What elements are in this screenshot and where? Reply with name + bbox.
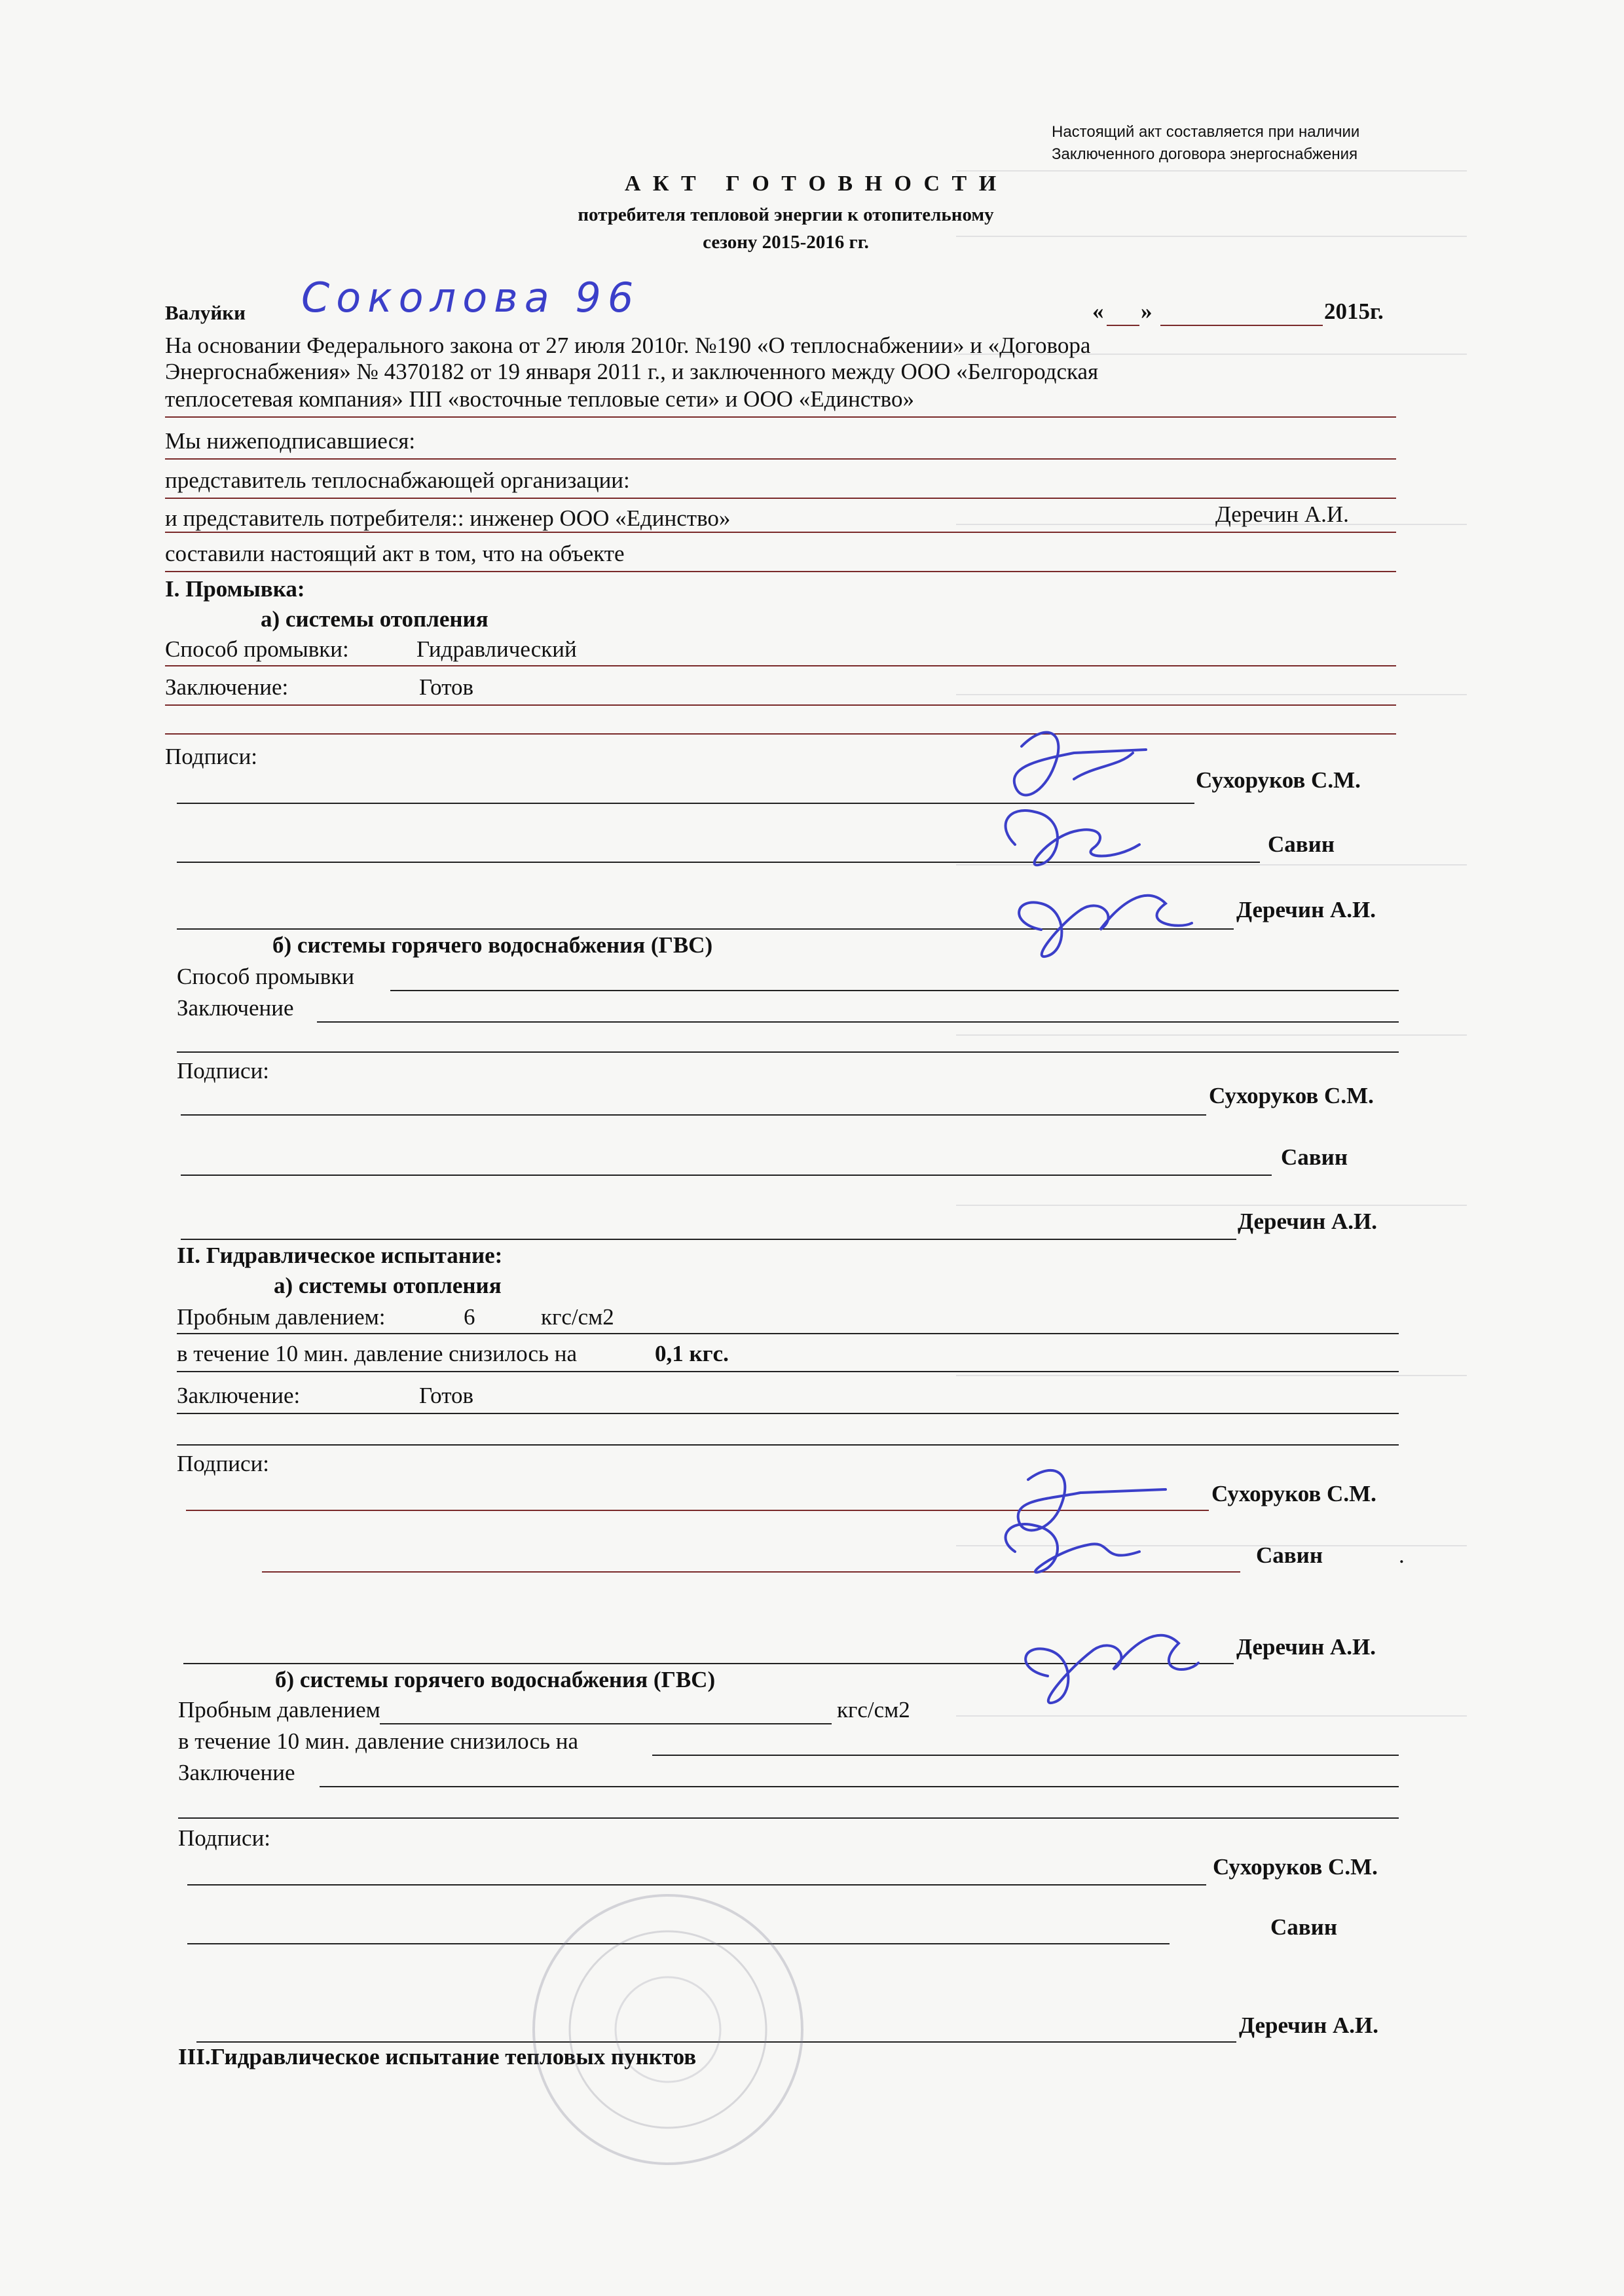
consumer-rep-text: и представитель потребителя:: инженер ООО «Единство» <box>165 505 731 531</box>
sig-line <box>196 2041 1236 2043</box>
sig-line <box>177 928 1234 930</box>
section2-heating-drop-line <box>177 1371 1399 1372</box>
section2-heating-conclusion-value: Готов <box>419 1383 474 1408</box>
signer-savin: Савин <box>1281 1144 1348 1170</box>
section2-heating-conclusion-label: Заключение: <box>177 1383 301 1408</box>
section2-hotwater-blank-line <box>178 1817 1399 1819</box>
handwritten-signature <box>969 707 1218 982</box>
section2-hotwater-pressure-line <box>380 1723 832 1724</box>
sig-line <box>177 803 1194 804</box>
handwritten-signature <box>969 1453 1218 1755</box>
section1-hotwater-conclusion-label: Заключение <box>177 995 294 1021</box>
section1-heating-signatures-label: Подписи: <box>165 744 258 769</box>
bleed-through-lines <box>956 157 1467 1925</box>
section1-title: I. Промывка: <box>165 576 305 602</box>
section1-heating-method-label: Способ промывки: <box>165 636 349 662</box>
section2-heating-conclusion-line <box>177 1413 1399 1414</box>
signer-derechin: Деречин А.И. <box>1238 1209 1377 1234</box>
undersigned-text: Мы нижеподписавшиеся: <box>165 428 416 454</box>
header-note-line2: Заключенного договора энергоснабжения <box>1052 145 1358 163</box>
signer-derechin: Деречин А.И. <box>1236 1634 1376 1660</box>
section1-heating-conclusion-label: Заключение: <box>165 674 289 700</box>
document-subtitle-2: сезону 2015-2016 гг. <box>703 232 869 253</box>
section2-hotwater-conclusion-line <box>320 1786 1399 1787</box>
signer-derechin: Деречин А.И. <box>1239 2013 1378 2038</box>
intro-line2: Энергоснабжения» № 4370182 от 19 января 2011 г., и заключенного между ООО «Белгородская <box>165 359 1099 384</box>
section1-heating-blank-line <box>165 733 1396 735</box>
section2-heating-drop-value: 0,1 кгс. <box>655 1341 729 1366</box>
section2-title: II. Гидравлическое испытание: <box>177 1243 503 1268</box>
section2-heating-drop-text: в течение 10 мин. давление снизилось на <box>177 1341 578 1366</box>
section2-hotwater-title: б) системы горячего водоснабжения (ГВС) <box>275 1667 716 1692</box>
stamp-image <box>524 1886 812 2174</box>
section1-hotwater-method-line <box>390 990 1399 991</box>
section1-heating-conclusion-value: Готов <box>419 674 474 700</box>
signer-sukhorukov: Сухоруков С.М. <box>1196 767 1361 793</box>
section2-hotwater-drop-line <box>652 1755 1399 1756</box>
trailing-dot: . <box>1399 1542 1405 1568</box>
date-open-quote: « <box>1092 299 1104 324</box>
section1-heating-method-underline <box>165 665 1396 666</box>
statement-text: составили настоящий акт в том, что на объекте <box>165 541 625 566</box>
sig-line <box>186 1510 1209 1511</box>
section2-heating-pressure-unit: кгс/см2 <box>541 1304 614 1330</box>
sig-line <box>183 1663 1234 1664</box>
undersigned-underline <box>165 458 1396 460</box>
section1-hotwater-signatures-label: Подписи: <box>177 1058 270 1084</box>
signer-savin: Савин <box>1270 1914 1338 1940</box>
section1-heating-method-value: Гидравлический <box>416 636 577 662</box>
date-day-line <box>1107 325 1139 326</box>
section2-hotwater-conclusion-label: Заключение <box>178 1760 295 1785</box>
date-close-quote: » <box>1141 299 1153 324</box>
document-title: А К Т Г О Т О В Н О С Т И <box>624 172 1000 196</box>
section1-heating-conclusion-underline <box>165 704 1396 706</box>
signer-savin: Савин <box>1256 1542 1323 1568</box>
section1-hotwater-conclusion-line <box>317 1021 1399 1023</box>
section2-hotwater-signatures-label: Подписи: <box>178 1825 271 1851</box>
signer-savin: Савин <box>1268 831 1335 857</box>
section2-hotwater-pressure-unit: кгс/см2 <box>837 1697 910 1722</box>
section2-hotwater-drop-text: в течение 10 мин. давление снизилось на <box>178 1728 579 1754</box>
sig-line <box>177 862 1260 863</box>
section2-heating-pressure-label: Пробным давлением: <box>177 1304 386 1330</box>
signer-derechin: Деречин А.И. <box>1236 897 1376 922</box>
city-name: Валуйки <box>165 301 246 324</box>
statement-underline <box>165 571 1396 572</box>
handwritten-address: Соколова 96 <box>301 274 640 321</box>
signer-sukhorukov: Сухоруков С.М. <box>1211 1481 1376 1506</box>
section2-heating-pressure-value: 6 <box>464 1304 475 1330</box>
section2-heating-pressure-line <box>177 1333 1399 1334</box>
section2-heating-blank-line <box>177 1444 1399 1446</box>
consumer-rep-name: Деречин А.И. <box>1215 501 1349 527</box>
section3-title: III.Гидравлическое испытание тепловых пунктов <box>178 2044 697 2069</box>
intro-underline <box>165 416 1396 418</box>
intro-line1: На основании Федерального закона от 27 июля 2010г. №190 «О теплоснабжении» и «Договора <box>165 333 1091 358</box>
sig-line <box>181 1175 1272 1176</box>
header-note-line1: Настоящий акт составляется при наличии <box>1052 123 1360 141</box>
sig-line <box>262 1571 1240 1573</box>
sig-line <box>181 1239 1236 1240</box>
intro-line3: теплосетевая компания» ПП «восточные тепловые сети» и ООО «Единство» <box>165 386 914 412</box>
signer-sukhorukov: Сухоруков С.М. <box>1213 1854 1378 1880</box>
section1-heating-title: а) системы отопления <box>261 606 489 632</box>
section2-hotwater-pressure-label: Пробным давлением <box>178 1697 380 1722</box>
sig-line <box>187 1943 1170 1944</box>
section2-heating-signatures-label: Подписи: <box>177 1451 270 1476</box>
date-month-line <box>1160 325 1323 326</box>
consumer-rep-underline <box>165 532 1396 533</box>
section1-hotwater-blank-line <box>177 1051 1399 1053</box>
supplier-rep-underline <box>165 498 1396 499</box>
sig-line <box>187 1884 1206 1886</box>
section1-hotwater-method-label: Способ промывки <box>177 964 355 989</box>
section2-heating-title: а) системы отопления <box>274 1273 502 1298</box>
sig-line <box>181 1114 1206 1116</box>
date-year: 2015г. <box>1324 299 1384 324</box>
signer-sukhorukov: Сухоруков С.М. <box>1209 1083 1374 1108</box>
supplier-rep-text: представитель теплоснабжающей организации: <box>165 467 630 493</box>
section1-hotwater-title: б) системы горячего водоснабжения (ГВС) <box>272 932 713 958</box>
document-subtitle-1: потребителя тепловой энергии к отопительному <box>578 204 994 225</box>
